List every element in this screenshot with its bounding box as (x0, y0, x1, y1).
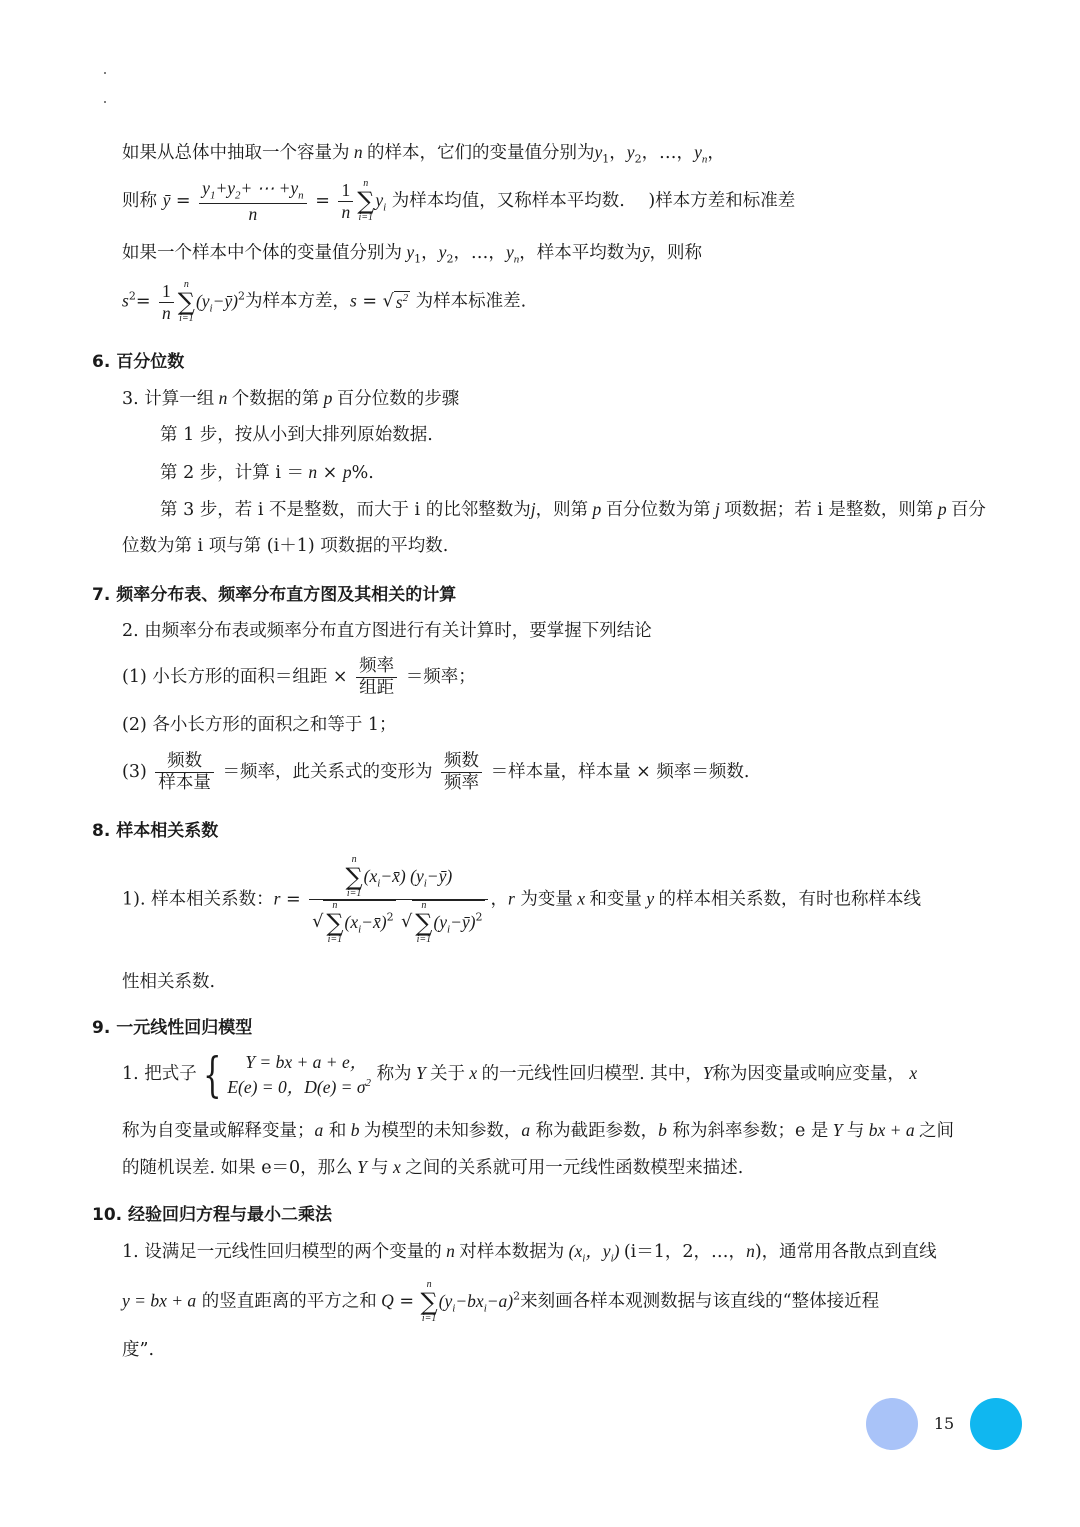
section-heading: 7. 频率分布表、频率分布直方图及其相关的计算 (92, 585, 457, 605)
step-line: 第 3 步，若 i 不是整数，而大于 i 的比邻整数为j，则第 p 百分位数为第 j 项数据；若 i 是整数，则第 p 百分 (160, 499, 986, 520)
body-line: 1. 设满足一元线性回归模型的两个变量的 n 对样本数据为 ($x_i$，$y_i$) (i＝1，2，…，n)，通常用各散点到直线 (122, 1241, 937, 1265)
conclusion-item: (3) $\frac{\text{频数}}{\text{样本量}}$ ＝频率，此关系式的变形为 $\frac{\text{频数}}{\text{频率}}$ ＝样本量，样本量 × 频率＝频数. (122, 751, 750, 793)
equation-system: Y = bx + a + e， E(e) = 0，$D(e) = \sigma^2$ (227, 1052, 371, 1097)
body-line: 度”. (122, 1340, 155, 1360)
sum-symbol: n ∑ i=1 (357, 178, 375, 224)
least-squares-formula: y = bx + a 的竖直距离的平方之和 Q = n ∑ i=1 $(y_i-bx_i-a)^2$来刻画各样本观测数据与该直线的“整体接近程 (122, 1279, 880, 1324)
section-heading: 10. 经验回归方程与最小二乘法 (92, 1205, 333, 1225)
page-badge-left-circle (866, 1398, 918, 1450)
continuation-line: 性相关系数. (122, 972, 216, 992)
correlation-fraction: n ∑ i=1 $(x_i-x̄)$ $(y_i-ȳ)$ √ n ∑ i=1 $(x_i-x̄)^2$ √ n ∑ i=1 $(y_i-ȳ)^2$ (309, 855, 487, 945)
section-heading: 6. 百分位数 (92, 352, 185, 372)
page-badge-right-circle (970, 1398, 1022, 1450)
section-subheading: 3. 计算一组 n 个数据的第 p 百分位数的步骤 (122, 388, 460, 409)
section-heading: 9. 一元线性回归模型 (92, 1018, 253, 1038)
section-subheading: 2. 由频率分布表或频率分布直方图进行有关计算时，要掌握下列结论 (122, 621, 652, 641)
conclusion-item: (2) 各小长方形的面积之和等于 1； (122, 715, 397, 735)
step-line: 第 2 步，计算 i ＝ n × p%. (160, 462, 374, 483)
correlation-formula: 1). 样本相关系数：r = n ∑ i=1 $(x_i-x̄)$ $(y_i-ȳ)$ √ n ∑ i=1 $(x_i-x̄)^2$ √ n ∑ i=1 $(y_i-ȳ)^2$ ，r 为变量 x 和变量 y 的样本相关系数，有时也称样本线 (122, 854, 921, 945)
body-line: 称为自变量或解释变量；a 和 b 为模型的未知参数，a 称为截距参数，b 称为斜率参数；e 是 Y 与 bx + a 之间 (122, 1120, 954, 1141)
step-line: 位数为第 i 项与第 (i＋1) 项数据的平均数. (122, 536, 449, 556)
scan-mark (104, 72, 106, 74)
page-number: 15 (933, 1414, 955, 1433)
step-line: 第 1 步，按从小到大排列原始数据. (160, 425, 433, 445)
variance-intro-line: 如果一个样本中个体的变量值分别为 $y_1$，$y_2$，…，$y_n$，样本平均数为ȳ，则称 (122, 242, 702, 266)
scan-mark (104, 101, 106, 103)
variance-formula: $s^2=$ $\frac{1}{n}$ n ∑ i=1 $(y_i-ȳ)^2$为样本方差，s = √ $s^2$ 为样本标准差. (122, 279, 527, 324)
mean-fraction: $\frac{y_1+y_2+ \cdots +y_n}{n}$ (199, 178, 307, 225)
section-heading: 8. 样本相关系数 (92, 821, 219, 841)
regression-model: 1. 把式子 { Y = bx + a + e， E(e) = 0，$D(e) = \sigma^2$ 称为 Y 关于 x 的一元线性回归模型. 其中，Y称为因变量或响应变量， x (122, 1046, 918, 1103)
conclusion-item: (1) 小长方形的面积＝组距 × $\frac{\text{频率}}{\text{组距}}$ ＝频率； (122, 656, 476, 698)
body-line: 的随机误差. 如果 e＝0，那么 Y 与 x 之间的关系就可用一元线性函数模型来描述. (122, 1157, 744, 1178)
sample-values-line: 如果从总体中抽取一个容量为 n 的样本，它们的变量值分别为$y_1$，$y_2$，…，$y_n$， (122, 142, 725, 166)
sample-mean-formula: 则称 ȳ = $\frac{y_1+y_2+ \cdots +y_n}{n}$ = $\frac{1}{n}$ n ∑ i=1 $y_i$ 为样本均值，又称样本平均数. )样本方差和标准差 (122, 178, 796, 224)
